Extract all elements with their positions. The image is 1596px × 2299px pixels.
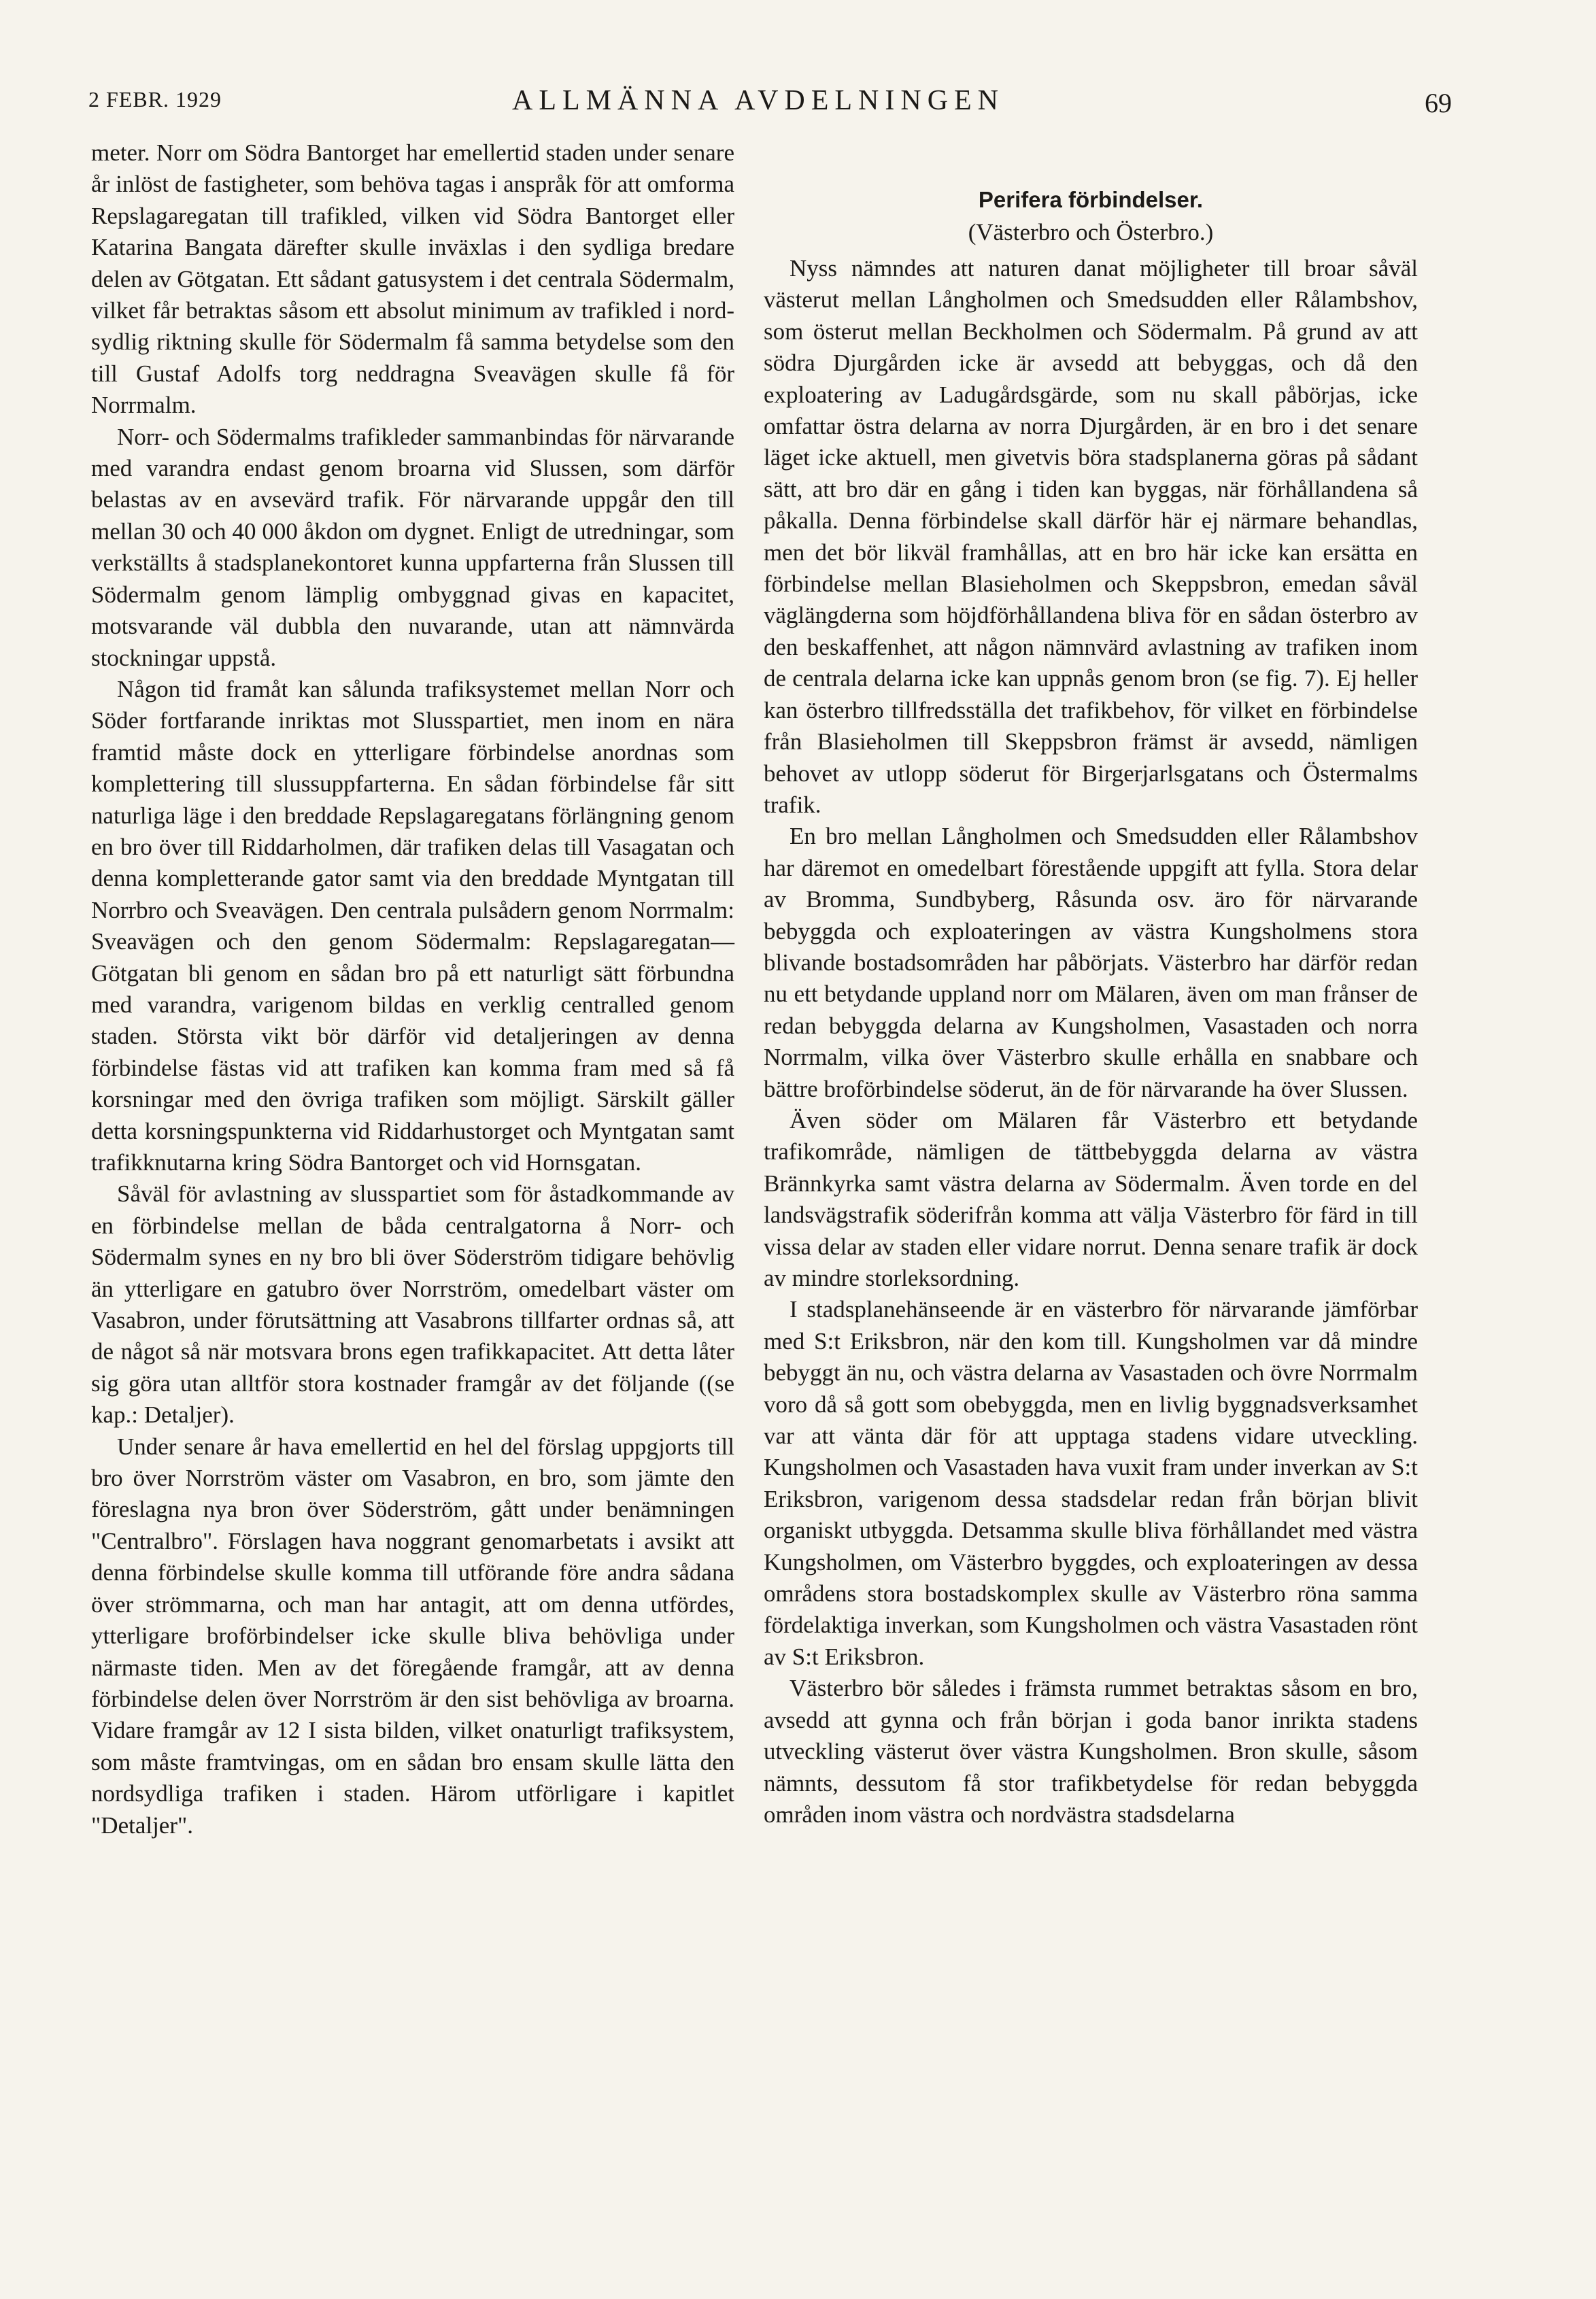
left-column — [91, 137, 734, 1841]
paragraph: Såväl för avlastning av slusspartiet som för åstadkommande av en förbindelse mellan de båda centralgatorna å Norr- och Södermalm synes en ny bro bli över Söderström tidigare behövlig än ytterligare en gatubro över Norrström, omedelbart väster om Vasabron, under förutsättning att Vasabrons tillfarter ordnas så, att de något så när motsvara brons egen trafikkapacitet. Att detta låter sig göra utan alltför stora kostnader framgår av det följande ((se kap.: Detaljer). — [91, 1180, 734, 1429]
paragraph: meter. Norr om Södra Bantorget har emellertid staden under senare år inlöst de fastigheter, som behöva tagas i anspråk för att omforma Repslagaregatan till trafikled, vilken vid Södra Bantorget eller Katarina Bangata därefter skulle inväxlas i den sydliga bredare delen av Götgatan. Ett sådant gatusystem i det centrala Södermalm, vilket får betraktas såsom ett absolut minimum av trafikled i nord-sydlig riktning skulle för Södermalm få samma betydelse som den till Gustaf Adolfs torg neddragna Sveavägen skulle få för Norrmalm. — [91, 139, 734, 419]
paragraph: Någon tid framåt kan sålunda trafiksystemet mellan Norr och Söder fortfarande inriktas mot Slusspartiet, men inom en nära framtid måste dock en ytterligare förbindelse anordnas som komplettering till slussuppfarterna. En sådan förbindelse får sitt naturliga läge i den breddade Repslagaregatans förlängning genom en bro över till Riddarholmen, där trafiken delas till Vasagatan och denna kompletterande gator samt via den breddade Myntgatan till Norrbro och Sveavägen. Den centrala pulsådern genom Norrmalm: Sveavägen och den genom Södermalm: Repslagaregatan—Götgatan bli genom en sådan bro på ett naturligt sätt förbundna med varandra, varigenom bildas en verklig centralled genom staden. Största vikt bör därför vid detaljeringen av denna förbindelse fästas vid att trafiken kan komma fram med så få korsningar med den övriga trafiken som möjligt. Särskilt gäller detta korsningspunkterna vid Riddarhustorget och Myntgatan samt trafikknutarna kring Södra Bantorget och vid Hornsgatan. — [91, 675, 734, 1176]
header-date: 2 FEBR. 1929 — [88, 87, 222, 112]
right-column — [764, 184, 1418, 1830]
paragraph: Nyss nämndes att naturen danat möjligheter till broar såväl västerut mellan Långholmen och Smedsudden eller Rålambshov, som österut mellan Beckholmen och Södermalm. På grund av att södra Djurgården icke är avsedd att bebyggas, och då den exploatering av Ladugårdsgärde, som nu skall påbörjas, icke omfattar östra delarna av norra Djurgården, är en bro i det senare läget icke aktuell, men givetvis böra stadsplanerna göras på sådant sätt, att bro där en gång i tiden kan byggas, när förhållandena så påkalla. Denna förbindelse skall därför här ej närmare behandlas, men det bör likväl framhållas, att en bro här icke kan ersätta en förbindelse mellan Blasieholmen och Skeppsbron, emedan såväl väglängderna som höjdförhållandena bliva för en sådan österbro av den beskaffenhet, att någon nämnvärd avlastning av trafiken inom de centrala delarna icke kan uppnås genom bron (se fig. 7). Ej heller kan österbro tillfredsställa det trafikbehov, för vilket en förbindelse från Blasieholmen till Skeppsbron främst är avsedd, nämligen behovet av utlopp söderut för Birgerjarlsgatans och Östermalms trafik. — [764, 255, 1418, 818]
paragraph: Västerbro bör således i främsta rummet betraktas såsom en bro, avsedd att gynna och från början i goda banor inrikta stadens utveckling västerut över västra Kungsholmen. Bron skulle, såsom nämnts, dessutom få stor trafikbetydelse för redan bebyggda områden inom västra och nordvästra stadsdelarna — [764, 1675, 1418, 1828]
section-title: Perifera förbindelser. — [978, 187, 1204, 212]
header-title: ALLMÄNNA AVDELNINGEN — [511, 85, 1005, 116]
section-subtitle: (Västerbro och Österbro.) — [968, 219, 1214, 245]
page-number: 69 — [1425, 88, 1452, 118]
paragraph: Även söder om Mälaren får Västerbro ett betydande trafikområde, nämligen de tättbebyggda delarna av västra Brännkyrka samt västra delarna av Södermalm. Även torde en del landsvägstrafik söderifrån komma att välja Västerbro för färd in till vissa delar av staden eller vidare norrut. Denna senare trafik är dock av mindre storleksordning. — [764, 1106, 1418, 1291]
page-header — [88, 85, 1452, 128]
paragraph: Under senare år hava emellertid en hel del förslag uppgjorts till bro över Norrström väster om Vasabron, en bro, som jämte den föreslagna nya bron över Söderström, gått under benämningen "Centralbro". Förslagen hava noggrant genomarbetats i avsikt att denna förbindelse skulle komma till utförande före andra sådana över strömmarna, och man har antagit, att om denna utfördes, ytterligare broförbindelser icke skulle bliva behövliga under närmaste tiden. Men av det föregående framgår, att av denna förbindelse delen över Norrström är den sist behövliga av broarna. Vidare framgår av 12 I sista bilden, vilket onaturligt trafiksystem, som måste framtvingas, om en sådan bro ensam skulle lätta den nordsydliga trafiken i staden. Härom utförligare i kapitlet "Detaljer". — [91, 1433, 734, 1839]
paragraph: I stadsplanehänseende är en västerbro för närvarande jämförbar med S:t Eriksbron, när den kom till. Kungsholmen var då mindre bebyggt än nu, och västra delarna av Vasastaden och övre Norrmalm voro då så gott som obebyggda, men en livlig byggnadsverksamhet var att vänta där för att upptaga stadens vidare utveckling. Kungsholmen och Vasastaden hava vuxit fram under inverkan av S:t Eriksbron, varigenom dessa stadsdelar redan från början blivit organiskt utbyggda. Detsamma skulle bliva förhållandet med västra Kungsholmen, om Västerbro byggdes, och exploateringen av dessa områdens stora bostadskomplex skulle av Västerbro röna samma fördelaktiga inverkan, som Kungsholmen och västra Vasastaden rönt av S:t Eriksbron. — [764, 1296, 1418, 1670]
paragraph: Norr- och Södermalms trafikleder sammanbindas för närvarande med varandra endast genom broarna vid Slussen, som därför belastas av en avsevärd trafik. För närvarande uppgår den till mellan 30 och 40 000 åkdon om dygnet. Enligt de utredningar, som verkställts å stadsplanekontoret kunna uppfarterna från Slussen till Södermalm genom lämplig ombyggnad givas en kapacitet, motsvarande väl dubbla den nuvarande, utan att nämnvärda stockningar uppstå. — [91, 423, 734, 671]
paragraph: En bro mellan Långholmen och Smedsudden eller Rålambshov har däremot en omedelbart förestående uppgift att fylla. Stora delar av Bromma, Sundbyberg, Råsunda osv. äro för närvarande bebyggda och exploateringen av västra Kungsholmens stora blivande bostadsområden har påbörjats. Västerbro har därför redan nu ett betydande uppland norr om Mälaren, även om man frånser de redan bebyggda delarna av Kungsholmen, Vasastaden och norra Norrmalm, vilka över Västerbro skulle erhålla en snabbare och bättre broförbindelse söderut, än de för närvarande ha över Slussen. — [764, 823, 1418, 1102]
